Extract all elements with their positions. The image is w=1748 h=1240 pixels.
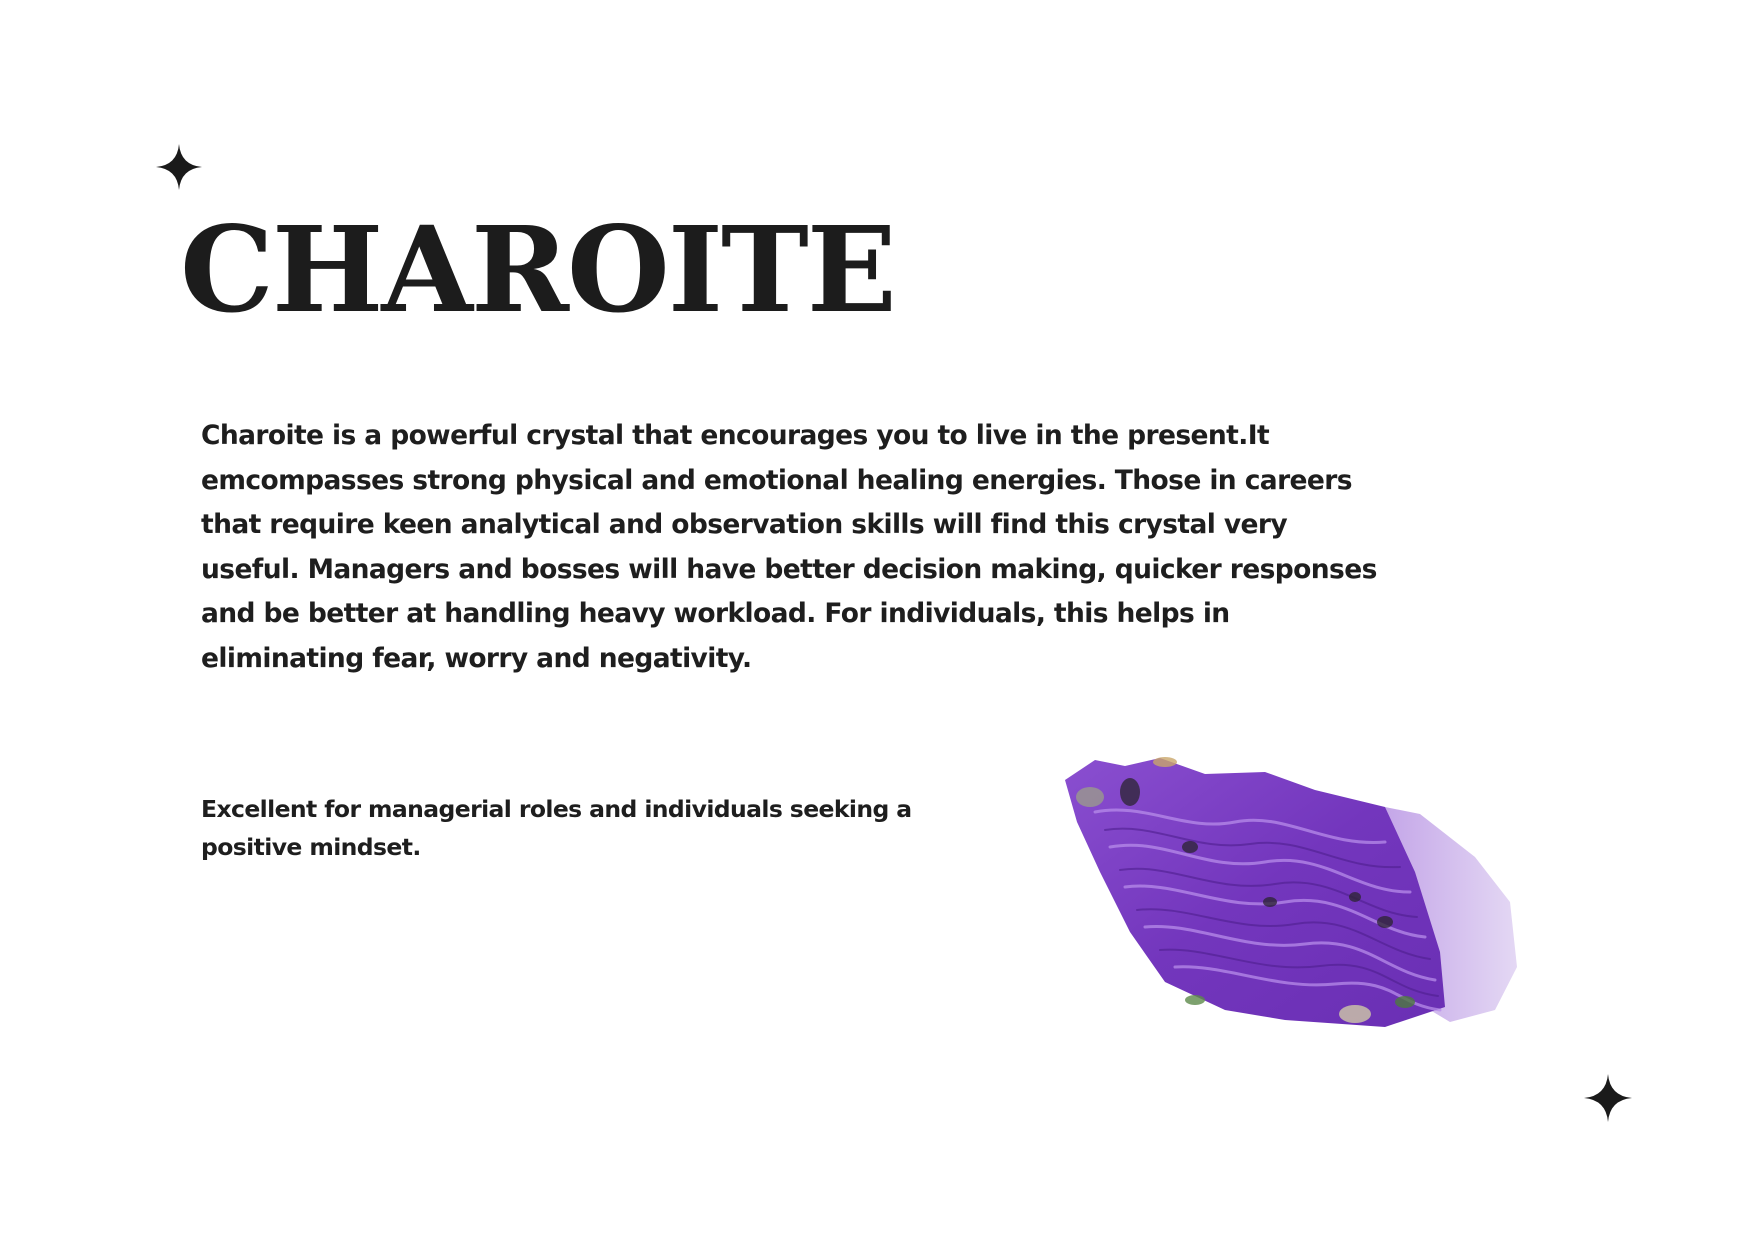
page-title: CHAROITE: [180, 200, 895, 339]
crystal-description: Charoite is a powerful crystal that encourages you to live in the present.It emcompasses strong physical and emotional healing energies. Those in careers that require keen analytical and observation skills will find this crystal very useful. Managers and bosses will have better decision making, quicker responses and be better at handling heavy workload. For individuals, this helps in eliminating fear, worry and negativity.: [201, 420, 1377, 674]
charoite-crystal-image: [1055, 752, 1555, 1032]
crystal-tagline: Excellent for managerial roles and individuals seeking a positive mindset.: [201, 795, 912, 861]
sparkle-icon: [156, 144, 202, 190]
sparkle-icon: [1584, 1074, 1632, 1122]
